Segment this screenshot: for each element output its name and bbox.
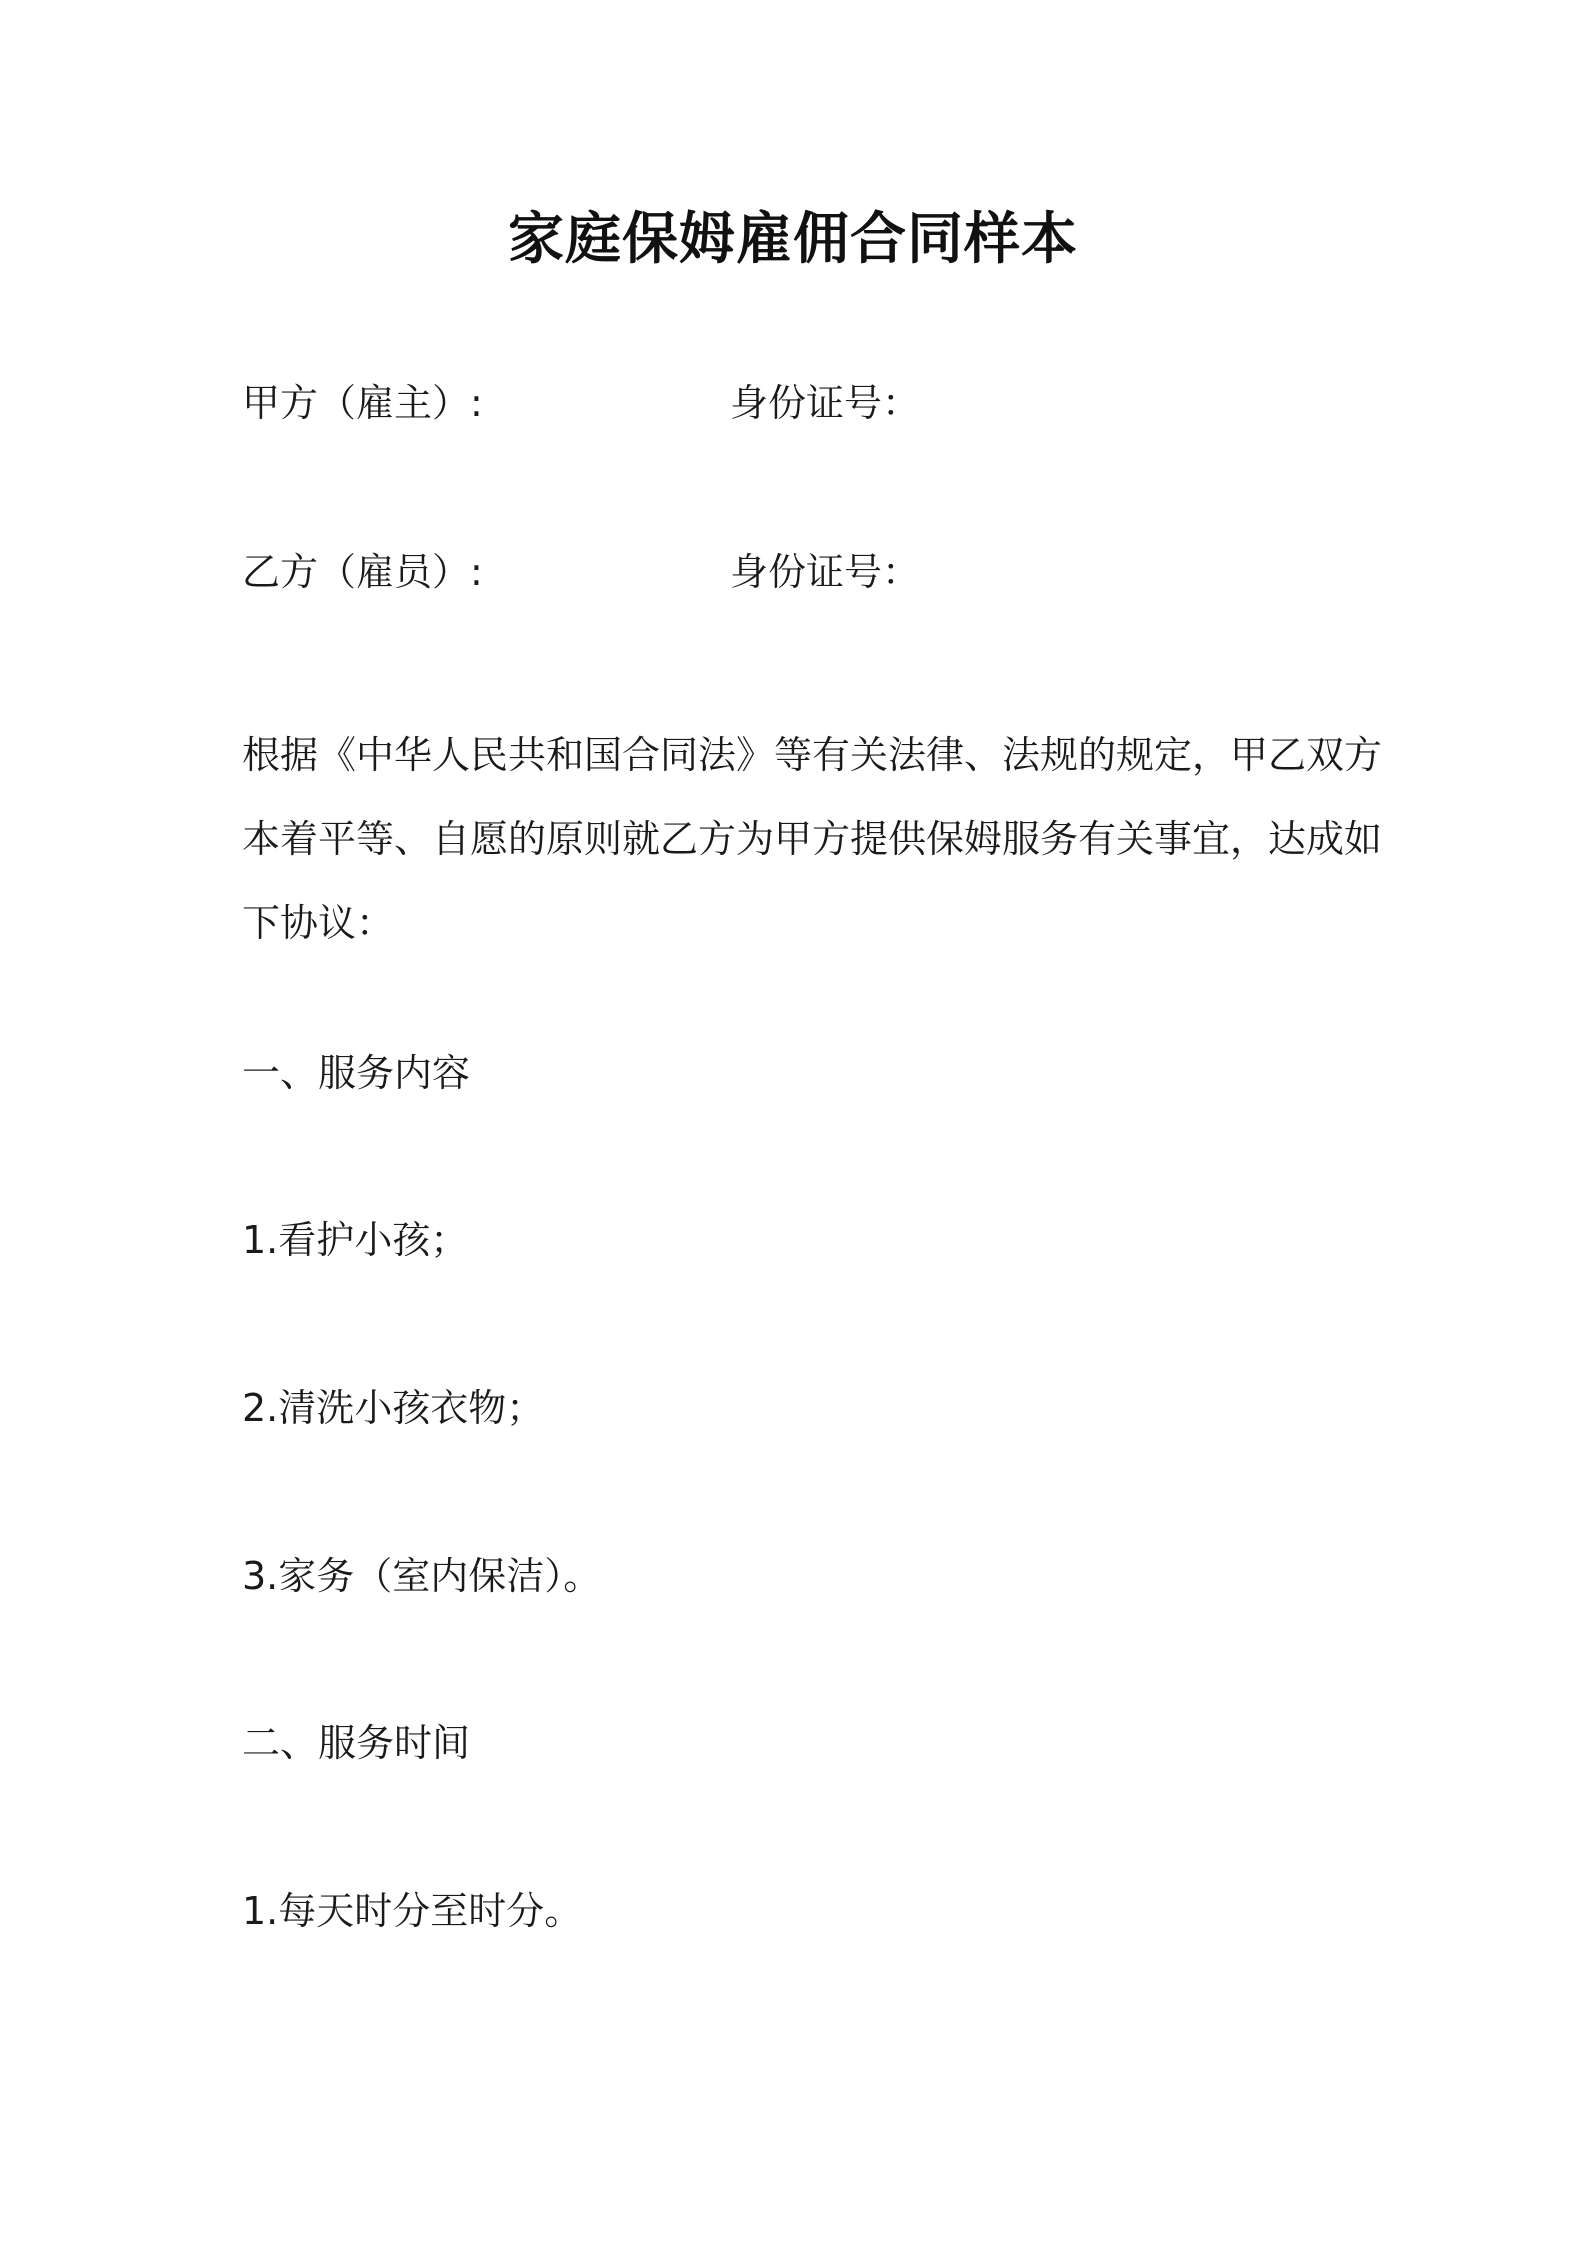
party-a-label: 甲方（雇主）: [242, 381, 483, 425]
preamble-line: 本着平等、自愿的原则就乙方为甲方提供保姆服务有关事宜，达成如 [242, 817, 1383, 861]
party-b-label: 乙方（雇员）: [242, 550, 483, 594]
party-a-id-label: 身份证号： [730, 381, 921, 425]
section-heading-service-time: 二、服务时间 [242, 1721, 471, 1765]
preamble-paragraph [242, 713, 1383, 965]
document-title: 家庭保姆雇佣合同样本 [508, 207, 1078, 272]
section-heading-service-content: 一、服务内容 [242, 1051, 471, 1095]
list-item: 2.清洗小孩衣物； [242, 1386, 545, 1430]
preamble-line: 根据《中华人民共和国合同法》等有关法律、法规的规定，甲乙双方 [242, 733, 1383, 777]
list-item: 1.每天时分至时分。 [242, 1889, 583, 1933]
list-item: 1.看护小孩； [242, 1218, 469, 1262]
party-b-id-label: 身份证号： [730, 550, 921, 594]
list-item: 3.家务（室内保洁）。 [242, 1554, 602, 1598]
preamble-line: 下协议： [242, 901, 395, 945]
